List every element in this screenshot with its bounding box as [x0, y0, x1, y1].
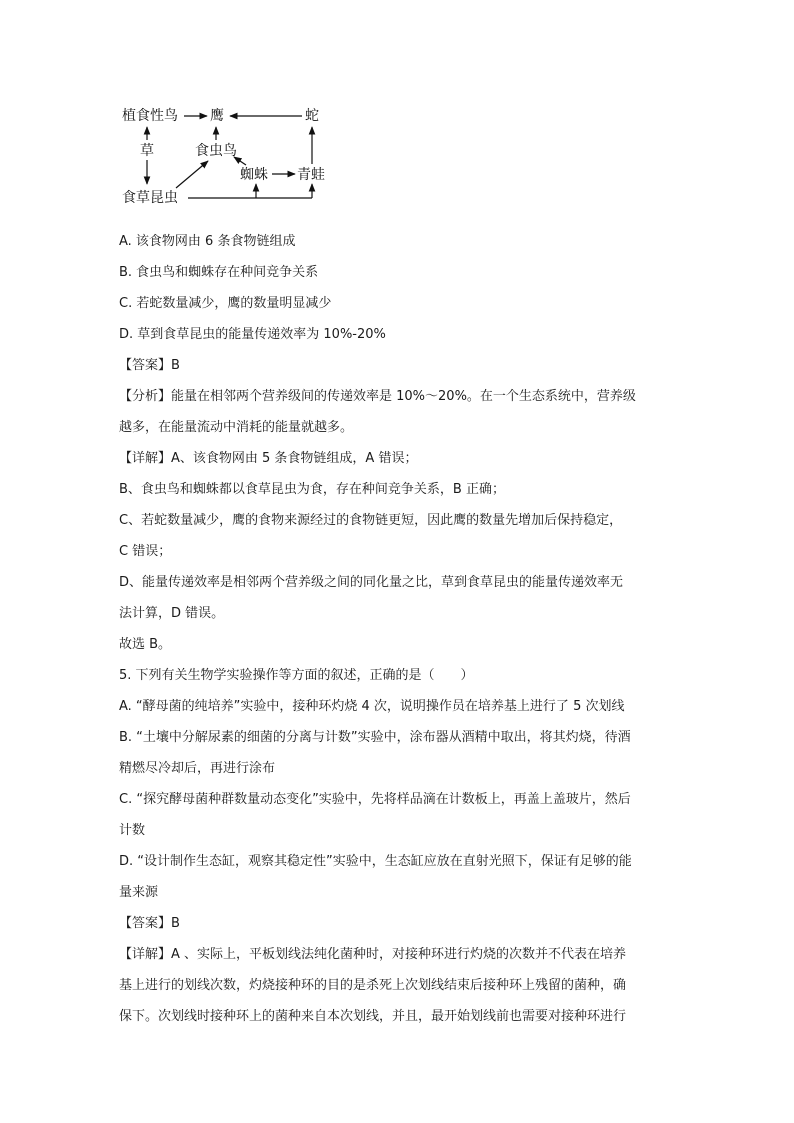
analysis-line: 【分析】能量在相邻两个营养级间的传递效率是 10%～20%。在一个生态系统中，营养级 — [119, 389, 636, 404]
node-eagle: 鹰 — [210, 108, 224, 124]
node-frog: 青蛙 — [297, 167, 325, 183]
explanation-line: C、若蛇数量减少，鹰的食物来源经过的食物链更短，因此鹰的数量先增加后保持稳定， — [119, 513, 623, 528]
conclusion-line: 故选 B。 — [119, 637, 172, 652]
arrow-insect-to-insectbird — [176, 161, 208, 188]
explanation-line: 【详解】A、该食物网由 5 条食物链组成，A 错误； — [119, 451, 418, 466]
explanation-line: D、能量传递效率是相邻两个营养级之间的同化量之比，草到食草昆虫的能量传递效率无 — [119, 575, 624, 590]
question-stem: 5. 下列有关生物学实验操作等方面的叙述，正确的是（ ） — [119, 668, 474, 683]
explanation-line: 保下。次划线时接种环上的菌种来自本次划线，并且，最开始划线前也需要对接种环进行 — [119, 1009, 627, 1024]
analysis-line: 越多，在能量流动中消耗的能量就越多。 — [119, 420, 354, 435]
option-c: C. 若蛇数量减少，鹰的数量明显减少 — [119, 296, 332, 311]
option-b: B. 食虫鸟和蜘蛛存在种间竞争关系 — [119, 265, 319, 280]
question5-option-c: C. “探究酵母菌种群数量动态变化”实验中，先将样品滴在计数板上，再盖上盖玻片，然后 — [119, 792, 631, 807]
explanation-line: C 错误； — [119, 544, 172, 559]
document-text — [119, 226, 679, 1032]
question5-option-b-cont: 精燃尽冷却后，再进行涂布 — [119, 761, 276, 776]
node-snake: 蛇 — [305, 108, 319, 124]
explanation-line: 法计算，D 错误。 — [119, 606, 225, 621]
explanation-line: 【详解】A 、实际上，平板划线法纯化菌种时，对接种环进行灼烧的次数并不代表在培养 — [119, 947, 627, 962]
node-spider: 蜘蛛 — [240, 167, 268, 183]
food-web-diagram — [118, 100, 338, 212]
node-insectivorous-bird: 食虫鸟 — [195, 143, 237, 159]
option-d: D. 草到食草昆虫的能量传递效率为 10%-20% — [119, 327, 386, 342]
question5-option-b: B. “土壤中分解尿素的细菌的分离与计数”实验中，涂布器从酒精中取出，将其灼烧，待酒 — [119, 730, 631, 745]
question5-option-d-cont: 量来源 — [119, 885, 159, 900]
node-grass: 草 — [140, 143, 154, 159]
explanation-line: 基上进行的划线次数，灼烧接种环的目的是杀死上次划线结束后接种环上残留的菌种，确 — [119, 978, 627, 993]
node-herbivorous-insect: 食草昆虫 — [122, 190, 178, 206]
question5-option-c-cont: 计数 — [119, 823, 146, 838]
node-herbivorous-bird: 植食性鸟 — [122, 108, 178, 124]
question5-option-a: A. “酵母菌的纯培养”实验中，接种环灼烧 4 次，说明操作员在培养基上进行了 5 次划线 — [119, 699, 625, 714]
question5-option-d: D. “设计制作生态缸，观察其稳定性”实验中，生态缸应放在直射光照下，保证有足够的能 — [119, 854, 632, 869]
explanation-line: B、食虫鸟和蜘蛛都以食草昆虫为食，存在种间竞争关系，B 正确； — [119, 482, 505, 497]
answer-line: 【答案】B — [119, 916, 180, 931]
answer-line: 【答案】B — [119, 358, 180, 373]
option-a: A. 该食物网由 6 条食物链组成 — [119, 234, 296, 249]
